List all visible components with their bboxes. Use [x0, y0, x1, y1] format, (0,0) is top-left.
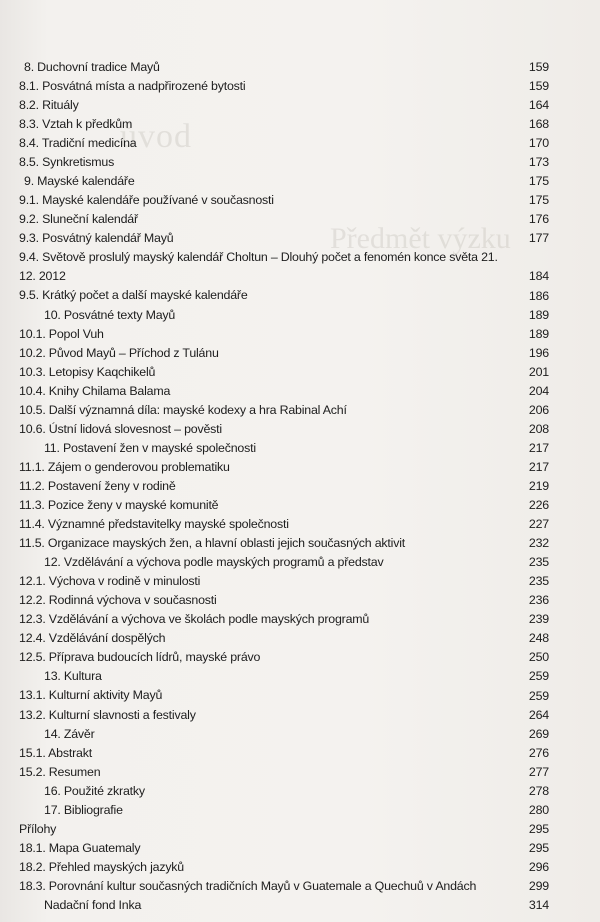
- toc-entry-page-number: 235: [528, 555, 549, 570]
- toc-entry-title: 9.4. Světově proslulý mayský kalendář Choltun – Dlouhý počet a fenomén konce světa 21. 12. 2012: [19, 250, 498, 284]
- toc-entry-page-number: 296: [528, 859, 549, 874]
- toc-entry-title: 8.2. Rituály: [19, 98, 79, 113]
- toc-entry-title: 10. Posvátné texty Mayů: [44, 307, 176, 322]
- toc-entry-page-number: 189: [528, 307, 549, 322]
- toc-entry: [19, 820, 549, 839]
- toc-entry-title: 13. Kultura: [44, 669, 102, 684]
- toc-entry-title: 9. Mayské kalendáře: [24, 174, 135, 189]
- toc-entry-page-number: 173: [528, 155, 549, 170]
- toc-entry: [19, 172, 549, 191]
- toc-entry-title: 15.2. Resumen: [19, 764, 101, 779]
- toc-entry-title: 8.5. Synkretismus: [19, 155, 115, 170]
- toc-entry-page-number: 236: [528, 593, 549, 608]
- toc-entry-title: 11. Postavení žen v mayské společnosti: [44, 440, 256, 455]
- toc-entry-page-number: 278: [528, 783, 549, 798]
- toc-entry-page-number: 248: [528, 631, 549, 646]
- toc-entry-page-number: 201: [528, 364, 549, 379]
- toc-entry: [19, 515, 549, 534]
- toc-entry: [19, 77, 549, 96]
- toc-entry: [19, 553, 549, 572]
- toc-entry-page-number: 170: [528, 136, 549, 151]
- toc-entry-title: 11.3. Pozice ženy v mayské komunitě: [19, 497, 219, 512]
- toc-entry: [19, 382, 549, 401]
- toc-entry-page-number: 227: [528, 517, 549, 532]
- toc-entry-title: 9.3. Posvátný kalendář Mayů: [19, 231, 174, 246]
- toc-entry: [19, 229, 549, 248]
- toc-entry-page-number: 235: [528, 574, 549, 589]
- toc-entry-title: Nadační fond Inka: [44, 897, 142, 912]
- toc-entry-title: 15.1. Abstrakt: [19, 745, 92, 760]
- toc-entry-title: 18.3. Porovnání kultur současných tradičních Mayů v Guatemale a Quechuů v Andách: [19, 878, 477, 893]
- toc-entry-page-number: 184: [528, 269, 549, 284]
- toc-entry-page-number: 206: [528, 402, 549, 417]
- toc-entry: [19, 763, 549, 782]
- toc-entry: [19, 648, 549, 667]
- toc-entry: [19, 686, 549, 705]
- toc-entry-title: 10.3. Letopisy Kaqchikelů: [19, 364, 156, 379]
- toc-entry-page-number: 219: [528, 478, 549, 493]
- toc-entry-title: 10.5. Další významná díla: mayské kodexy a hra Rabinal Achí: [19, 402, 347, 417]
- toc-entry: [19, 191, 549, 210]
- toc-entry-page-number: 295: [528, 840, 549, 855]
- toc-entry: [19, 363, 549, 382]
- bleed-through-heading-2: Předmět výzku: [330, 222, 511, 255]
- toc-entry-title: Přílohy: [19, 821, 57, 836]
- toc-entry: [19, 496, 549, 515]
- toc-entry-page-number: 159: [528, 79, 549, 94]
- toc-entry: [19, 725, 549, 744]
- toc-entry-page-number: 189: [528, 326, 549, 341]
- toc-entry: [19, 858, 549, 877]
- toc-entry-title: 9.2. Sluneční kalendář: [19, 212, 138, 227]
- toc-entry-page-number: 159: [528, 60, 549, 75]
- toc-entry: [19, 306, 549, 325]
- toc-entry-page-number: 239: [528, 612, 549, 627]
- toc-entry: [19, 134, 549, 153]
- toc-entry-page-number: 217: [528, 459, 549, 474]
- toc-entry: [19, 210, 549, 229]
- toc-entry-page-number: 259: [528, 688, 549, 703]
- toc-entry: [19, 458, 549, 477]
- toc-entry-title: 11.5. Organizace mayských žen, a hlavní oblasti jejich současných aktivit: [19, 536, 405, 551]
- toc-entry-page-number: 277: [528, 764, 549, 779]
- toc-entry: [19, 477, 549, 496]
- toc-entry-page-number: 314: [528, 898, 549, 913]
- toc-entry-title: 12.2. Rodinná výchova v současnosti: [19, 593, 217, 608]
- toc-entry-page-number: 280: [528, 802, 549, 817]
- toc-entry: [19, 58, 549, 77]
- toc-entry-page-number: 164: [528, 98, 549, 113]
- toc-entry: [19, 744, 549, 763]
- bleed-through-heading: ůvod: [120, 118, 192, 155]
- toc-entry-title: 11.4. Významné představitelky mayské společnosti: [19, 517, 289, 532]
- toc-entry: [19, 877, 549, 896]
- toc-entry-title: 17. Bibliografie: [44, 802, 123, 817]
- toc-entry-title: 12.5. Příprava budoucích lídrů, mayské právo: [19, 650, 261, 665]
- toc-entry-page-number: 168: [528, 117, 549, 132]
- toc-entry: [19, 896, 549, 915]
- toc-entry: [19, 667, 549, 686]
- toc-entry-page-number: 177: [528, 231, 549, 246]
- toc-entry-page-number: 176: [528, 212, 549, 227]
- toc-entry-title: 12.1. Výchova v rodině v minulosti: [19, 574, 201, 589]
- toc-entry-title: 9.5. Krátký počet a další mayské kalendáře: [19, 288, 248, 303]
- toc-entry: [19, 325, 549, 344]
- toc-entry-page-number: 217: [528, 440, 549, 455]
- toc-entry-title: 10.2. Původ Mayů – Příchod z Tulánu: [19, 345, 219, 360]
- toc-entry: [19, 153, 549, 172]
- toc-entry-page-number: 196: [528, 345, 549, 360]
- toc-entry: [19, 401, 549, 420]
- toc-entry: [19, 591, 549, 610]
- toc-entry-title: 11.1. Zájem o genderovou problematiku: [19, 459, 230, 474]
- toc-entry: [19, 572, 549, 591]
- toc-entry-page-number: 175: [528, 193, 549, 208]
- toc-entry: [19, 782, 549, 801]
- toc-entry-page-number: 232: [528, 536, 549, 551]
- toc-entry-title: 10.1. Popol Vuh: [19, 326, 104, 341]
- toc-entry-page-number: 175: [528, 174, 549, 189]
- toc-entry-page-number: 259: [528, 669, 549, 684]
- toc-entry: [19, 839, 549, 858]
- toc-entry-title: 16. Použité zkratky: [44, 783, 145, 798]
- toc-entry-page-number: 204: [528, 383, 549, 398]
- toc-entry: [19, 534, 549, 553]
- toc-entry-title: 8.1. Posvátná místa a nadpřirozené bytosti: [19, 79, 246, 94]
- toc-entry: [19, 420, 549, 439]
- toc-entry: [19, 439, 549, 458]
- toc-entry-page-number: 269: [528, 726, 549, 741]
- toc-entry-page-number: 186: [528, 288, 549, 303]
- toc-entry-title: 12.4. Vzdělávání dospělých: [19, 631, 166, 646]
- toc-entry-page-number: 295: [528, 821, 549, 836]
- toc-entry-title: 12. Vzdělávání a výchova podle mayských programů a představ: [44, 555, 384, 570]
- toc-entry-title: 18.2. Přehled mayských jazyků: [19, 859, 184, 874]
- toc-entry: [19, 96, 549, 115]
- toc-entry-title: 9.1. Mayské kalendáře používané v současnosti: [19, 193, 274, 208]
- toc-entry-page-number: 299: [528, 878, 549, 893]
- toc-entry: [19, 248, 549, 286]
- toc-entry-title: 13.2. Kulturní slavnosti a festivaly: [19, 707, 196, 722]
- toc-entry-title: 10.6. Ústní lidová slovesnost – pověsti: [19, 421, 222, 436]
- toc-entry-title: 13.1. Kulturní aktivity Mayů: [19, 688, 163, 703]
- toc-entry-page-number: 276: [528, 745, 549, 760]
- toc-entry: [19, 344, 549, 363]
- toc-entry-title: 11.2. Postavení ženy v rodině: [19, 478, 176, 493]
- toc-entry-title: 14. Závěr: [44, 726, 95, 741]
- toc-entry-title: 12.3. Vzdělávání a výchova ve školách podle mayských programů: [19, 612, 370, 627]
- toc-entry: [19, 115, 549, 134]
- table-of-contents: [19, 58, 549, 915]
- toc-entry: [19, 801, 549, 820]
- toc-entry-page-number: 264: [528, 707, 549, 722]
- toc-entry: [19, 706, 549, 725]
- toc-entry-page-number: 208: [528, 421, 549, 436]
- toc-entry-title: 18.1. Mapa Guatemaly: [19, 840, 141, 855]
- toc-entry-title: 8.4. Tradiční medicína: [19, 136, 137, 151]
- toc-entry-title: 8.3. Vztah k předkům: [19, 117, 133, 132]
- toc-entry-title: 10.4. Knihy Chilama Balama: [19, 383, 171, 398]
- toc-entry-page-number: 250: [528, 650, 549, 665]
- toc-entry: [19, 629, 549, 648]
- toc-entry-page-number: 226: [528, 498, 549, 513]
- toc-entry: [19, 286, 549, 305]
- toc-entry: [19, 610, 549, 629]
- toc-entry-title: 8. Duchovní tradice Mayů: [24, 60, 160, 74]
